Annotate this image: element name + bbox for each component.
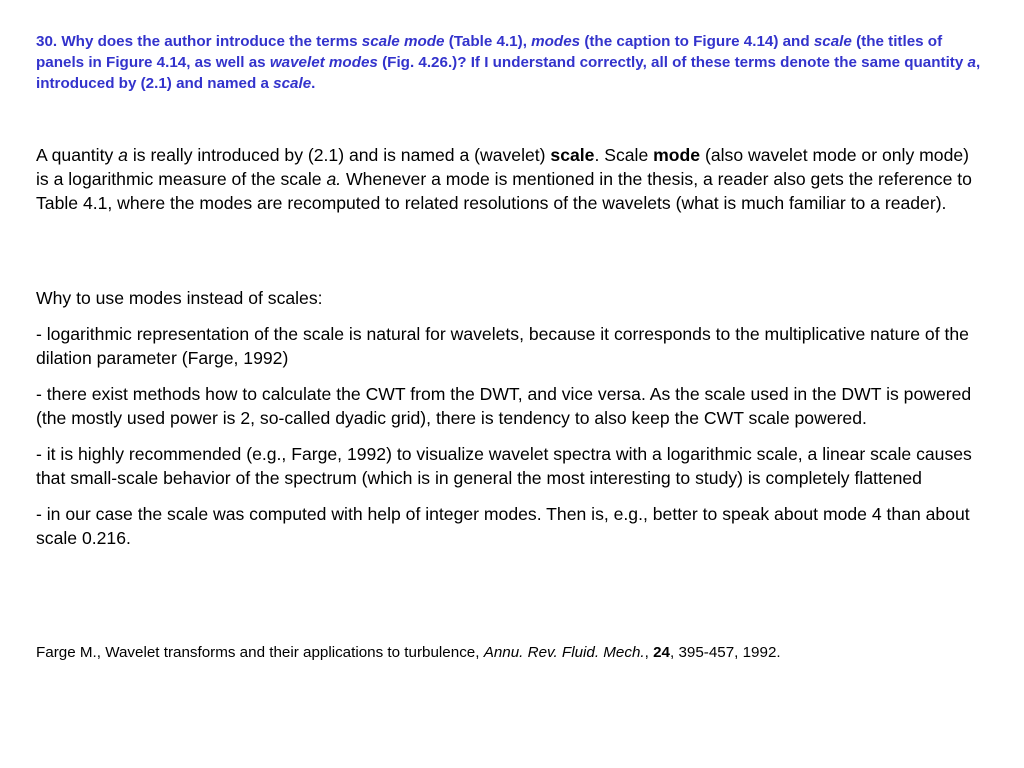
reason-item: - in our case the scale was computed with help of integer modes. Then is, e.g., better to speak about mode 4 than about scale 0.216.: [36, 504, 970, 548]
answer-text: . Scale: [594, 145, 654, 165]
reference-journal: Annu. Rev. Fluid. Mech.: [483, 644, 645, 661]
term-scale: scale: [813, 33, 852, 50]
reasons-section: [36, 286, 986, 562]
term-a: a: [967, 54, 976, 71]
term-wavelet-modes: wavelet modes: [269, 54, 378, 71]
reference-authors-title: Farge M., Wavelet transforms and their applications to turbulence,: [36, 644, 484, 661]
answer-text: (also wavelet mode or only mode) is a logarithmic measure of the scale: [36, 145, 969, 189]
answer-text: Whenever a mode is mentioned in the thesis, a reader also gets the reference to Table 4.1, where the modes are recomputed to related resolutions of the wavelets (what is much familiar to a reader).: [36, 169, 972, 213]
question-text: (Fig. 4.26.)? If I understand correctly, all of these terms denote the same quantity: [377, 54, 968, 71]
variable-a: a: [118, 145, 128, 165]
answer-paragraph: [36, 143, 986, 215]
answer-text: is really introduced by (2.1) and is named a (wavelet): [127, 145, 551, 165]
question-text: (the caption to Figure 4.14) and: [580, 33, 814, 50]
reference-citation: [36, 643, 986, 663]
question-text: .: [311, 75, 316, 92]
reason-item: - it is highly recommended (e.g., Farge, 1992) to visualize wavelet spectra with a logarithmic scale, a linear scale causes that small-scale behavior of the spectrum (which is in general the most interesting to study) is completely flattened: [36, 444, 972, 488]
reason-item: - there exist methods how to calculate the CWT from the DWT, and vice versa. As the scale used in the DWT is powered (the mostly used power is 2, so-called dyadic grid), there is tendency to also keep the CWT scale powered.: [36, 384, 972, 428]
question-text: , introduced by (2.1) and named a: [36, 54, 981, 92]
question-heading: [36, 31, 986, 94]
question-text: (Table 4.1),: [444, 33, 532, 50]
reason-item: - logarithmic representation of the scale is natural for wavelets, because it corresponds to the multiplicative nature of the dilation parameter (Farge, 1992): [36, 324, 969, 368]
bold-term-scale: scale: [550, 145, 595, 165]
term-scale-mode: scale mode: [361, 33, 445, 50]
reasons-heading: Why to use modes instead of scales:: [36, 288, 323, 308]
reference-separator: ,: [644, 644, 654, 661]
bold-term-mode: mode: [653, 145, 701, 165]
term-scale: scale: [273, 75, 312, 92]
variable-a: a.: [326, 169, 342, 189]
reference-pages-year: , 395-457, 1992.: [670, 644, 781, 661]
question-text: (the titles of panels in Figure 4.14, as well as: [36, 33, 943, 71]
question-text: 30. Why does the author introduce the terms: [36, 33, 362, 50]
answer-text: A quantity: [36, 145, 119, 165]
reference-volume: 24: [653, 644, 670, 661]
term-modes: modes: [531, 33, 581, 50]
